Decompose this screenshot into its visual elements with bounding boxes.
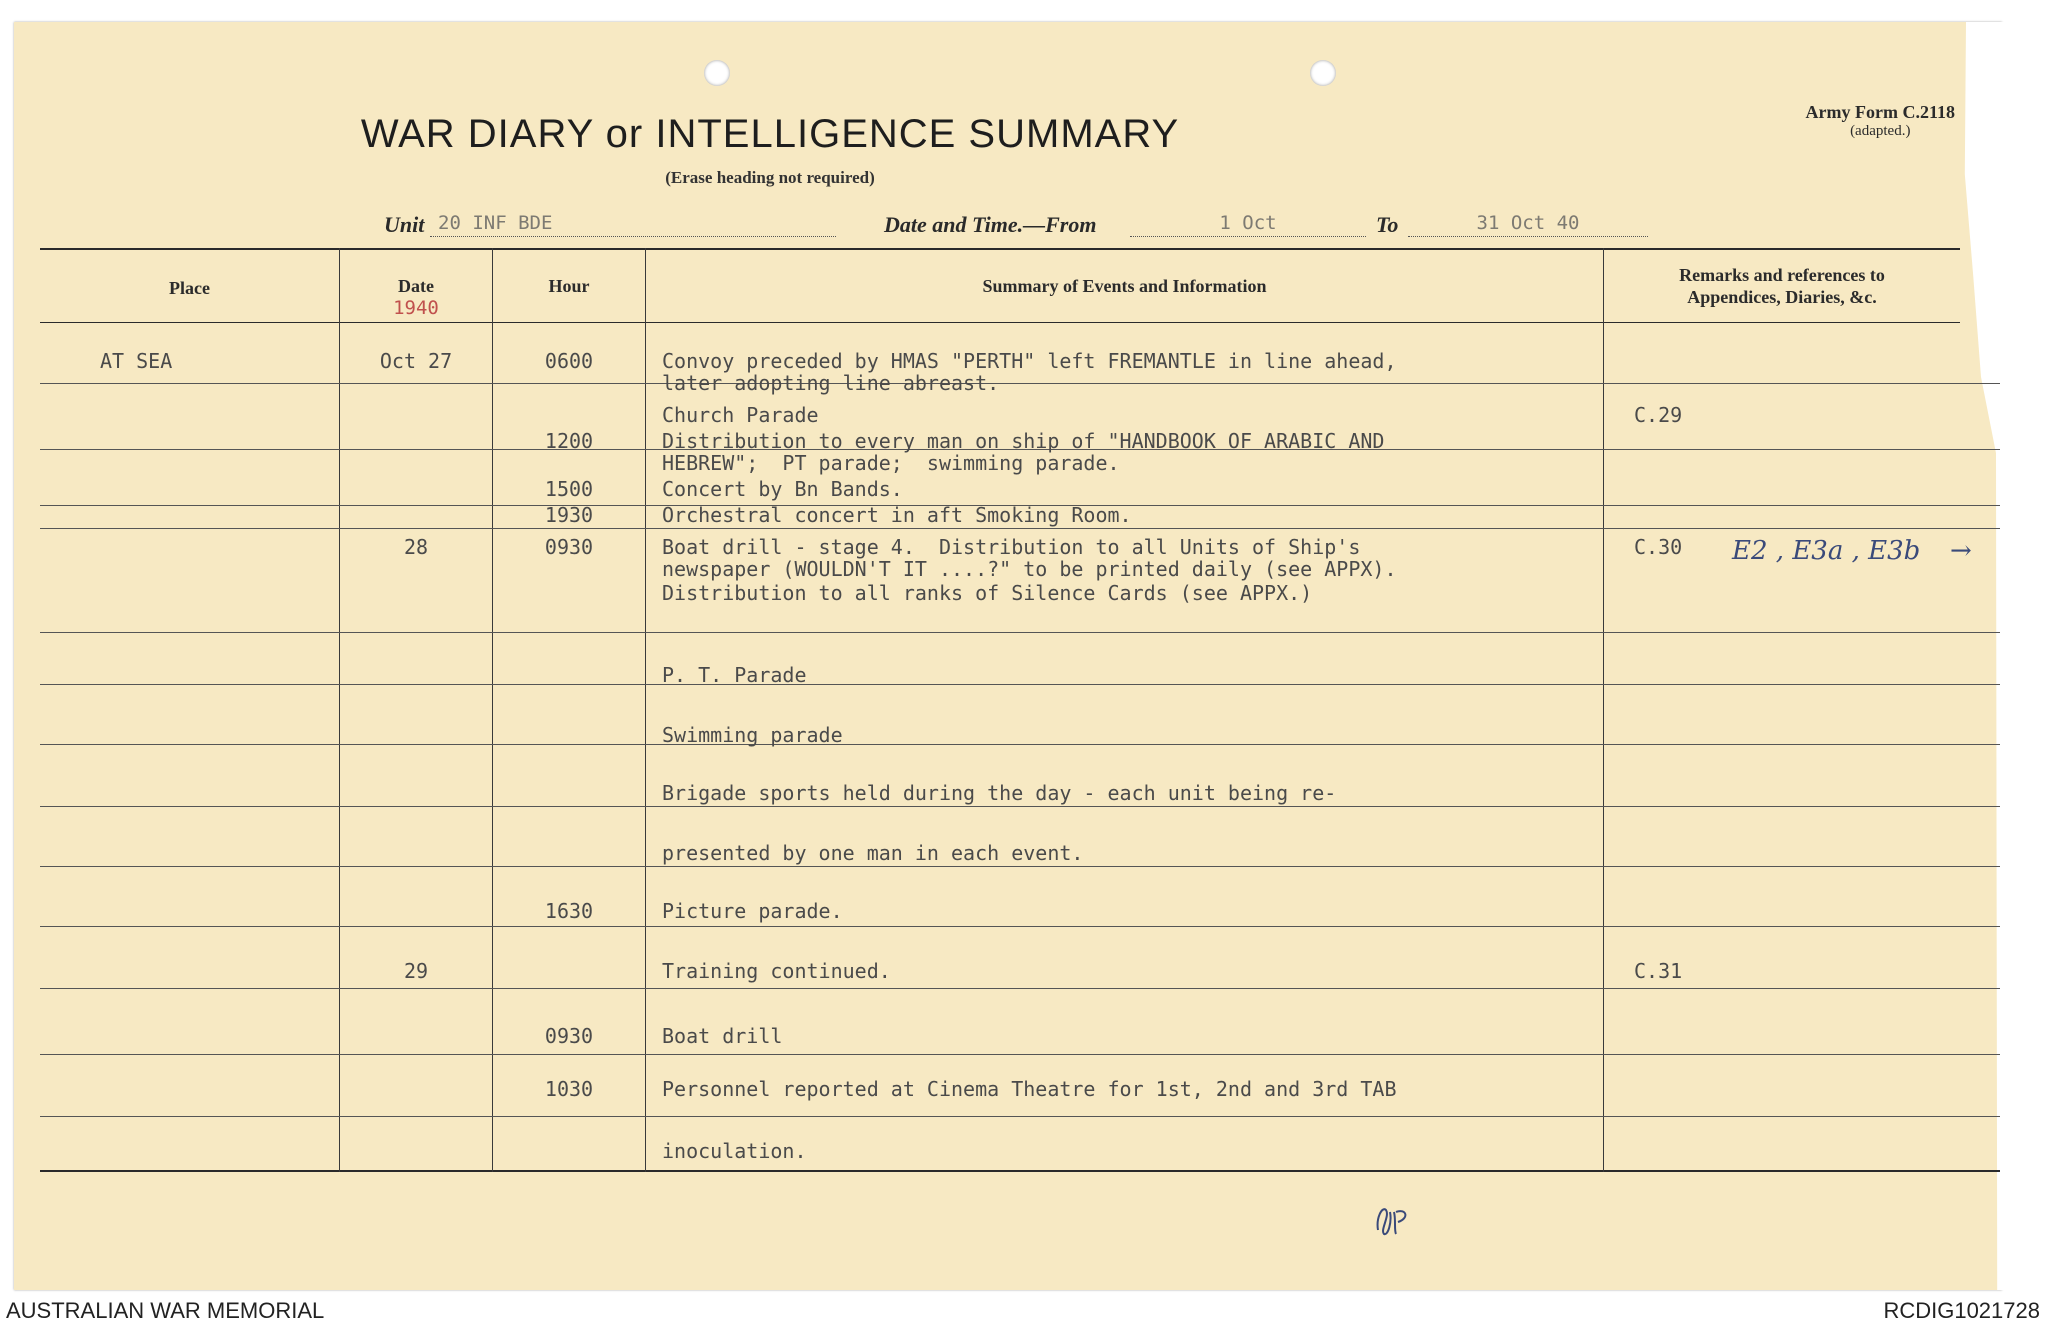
entry-summary: Picture parade.: [662, 899, 843, 923]
initials-signature: [1372, 1200, 1420, 1248]
entry-summary: Personnel reported at Cinema Theatre for 1st, 2nd and 3rd TAB: [662, 1077, 1397, 1101]
table-top-rule: [40, 248, 1960, 250]
entry-summary: newspaper (WOULDN'T IT ....?" to be printed daily (see APPX).: [662, 557, 1397, 581]
column-divider: [645, 248, 646, 1172]
to-label: To: [1376, 212, 1399, 237]
entry-summary: inoculation.: [662, 1139, 807, 1163]
punch-hole-right: [1310, 60, 1336, 86]
entry-hour: 1630: [544, 899, 594, 923]
row-rule: [40, 1116, 2000, 1117]
entry-summary: HEBREW"; PT parade; swimming parade.: [662, 451, 1120, 475]
entry-remark: C.31: [1634, 959, 1683, 983]
punch-hole-left: [704, 60, 730, 86]
row-rule: [40, 528, 2000, 529]
unit-value: 20 INF BDE: [430, 212, 836, 237]
column-divider: [339, 248, 340, 1172]
handwritten-appendix-refs: E2 , E3a , E3b: [1732, 536, 1921, 566]
date-header-label: Date: [398, 276, 434, 296]
form-note: (adapted.): [1850, 123, 1911, 139]
arrow-icon: →: [1950, 536, 1972, 566]
row-rule: [40, 866, 2000, 867]
entry-place: AT SEA: [100, 349, 173, 373]
datetime-label: Date and Time.—From: [884, 212, 1097, 237]
form-name: Army Form C.2118: [1805, 102, 1955, 122]
entry-summary: presented by one man in each event.: [662, 841, 1084, 865]
to-value: 31 Oct 40: [1408, 212, 1648, 237]
column-divider: [1603, 248, 1604, 1172]
entry-summary: later adopting line abreast.: [662, 371, 1000, 395]
footer-record-id: RCDIG1021728: [1883, 1298, 2040, 1323]
entry-summary: Distribution to every man on ship of "HANDBOOK OF ARABIC AND: [662, 429, 1385, 453]
entry-summary: Training continued.: [662, 959, 891, 983]
entry-hour: 0930: [544, 1024, 594, 1048]
column-header-remarks: [1604, 264, 1960, 308]
row-rule: [40, 988, 2000, 989]
entry-date: Oct 27: [379, 349, 453, 373]
entry-summary: Distribution to all ranks of Silence Cards (see APPX.): [662, 581, 1313, 605]
signature-mark: [1372, 1200, 1420, 1240]
entry-date: 28: [403, 535, 429, 559]
entry-summary: Church Parade: [662, 403, 819, 427]
entry-summary: Boat drill - stage 4. Distribution to all Units of Ship's: [662, 535, 1361, 559]
date-header-year: 1940: [393, 297, 439, 319]
column-header-place: Place: [169, 278, 210, 298]
form-identifier: [1806, 102, 1955, 140]
row-rule: [40, 926, 2000, 927]
row-rule: [40, 1054, 2000, 1055]
table-bottom-rule: [40, 1170, 2000, 1172]
column-header-summary: Summary of Events and Information: [982, 276, 1267, 296]
entry-summary: Convoy preceded by HMAS "PERTH" left FREMANTLE in line ahead,: [662, 349, 1397, 373]
footer-archive-name: AUSTRALIAN WAR MEMORIAL: [6, 1298, 325, 1323]
remarks-header-line2: Appendices, Diaries, &c.: [1687, 287, 1877, 307]
diary-table: [40, 248, 2000, 1173]
entry-summary: Orchestral concert in aft Smoking Room.: [662, 503, 1132, 527]
entry-hour: 0930: [544, 535, 594, 559]
from-value: 1 Oct: [1130, 212, 1366, 237]
entry-hour: 1030: [544, 1077, 594, 1101]
entry-date: 29: [403, 959, 429, 983]
entry-summary: Concert by Bn Bands.: [662, 477, 903, 501]
row-rule: [40, 806, 2000, 807]
entry-remark: C.30: [1634, 535, 1683, 559]
page-subtitle: (Erase heading not required): [665, 168, 875, 187]
entry-hour: 0600: [544, 349, 594, 373]
entry-remark: C.29: [1634, 403, 1683, 427]
header-rule: [40, 322, 1960, 323]
entry-summary: Swimming parade: [662, 723, 843, 747]
entry-hour: 1930: [544, 503, 594, 527]
unit-label: Unit: [384, 212, 425, 237]
column-header-date: [340, 276, 492, 319]
entry-summary: P. T. Parade: [662, 663, 807, 687]
column-header-hour: Hour: [548, 276, 590, 296]
row-rule: [40, 632, 2000, 633]
entry-summary: Boat drill: [662, 1024, 783, 1048]
entry-summary: Brigade sports held during the day - each unit being re-: [662, 781, 1337, 805]
page-title: WAR DIARY or INTELLIGENCE SUMMARY: [360, 112, 1180, 156]
entry-hour: 1500: [544, 477, 594, 501]
entry-hour: 1200: [544, 429, 594, 453]
remarks-header-line1: Remarks and references to: [1679, 265, 1885, 285]
